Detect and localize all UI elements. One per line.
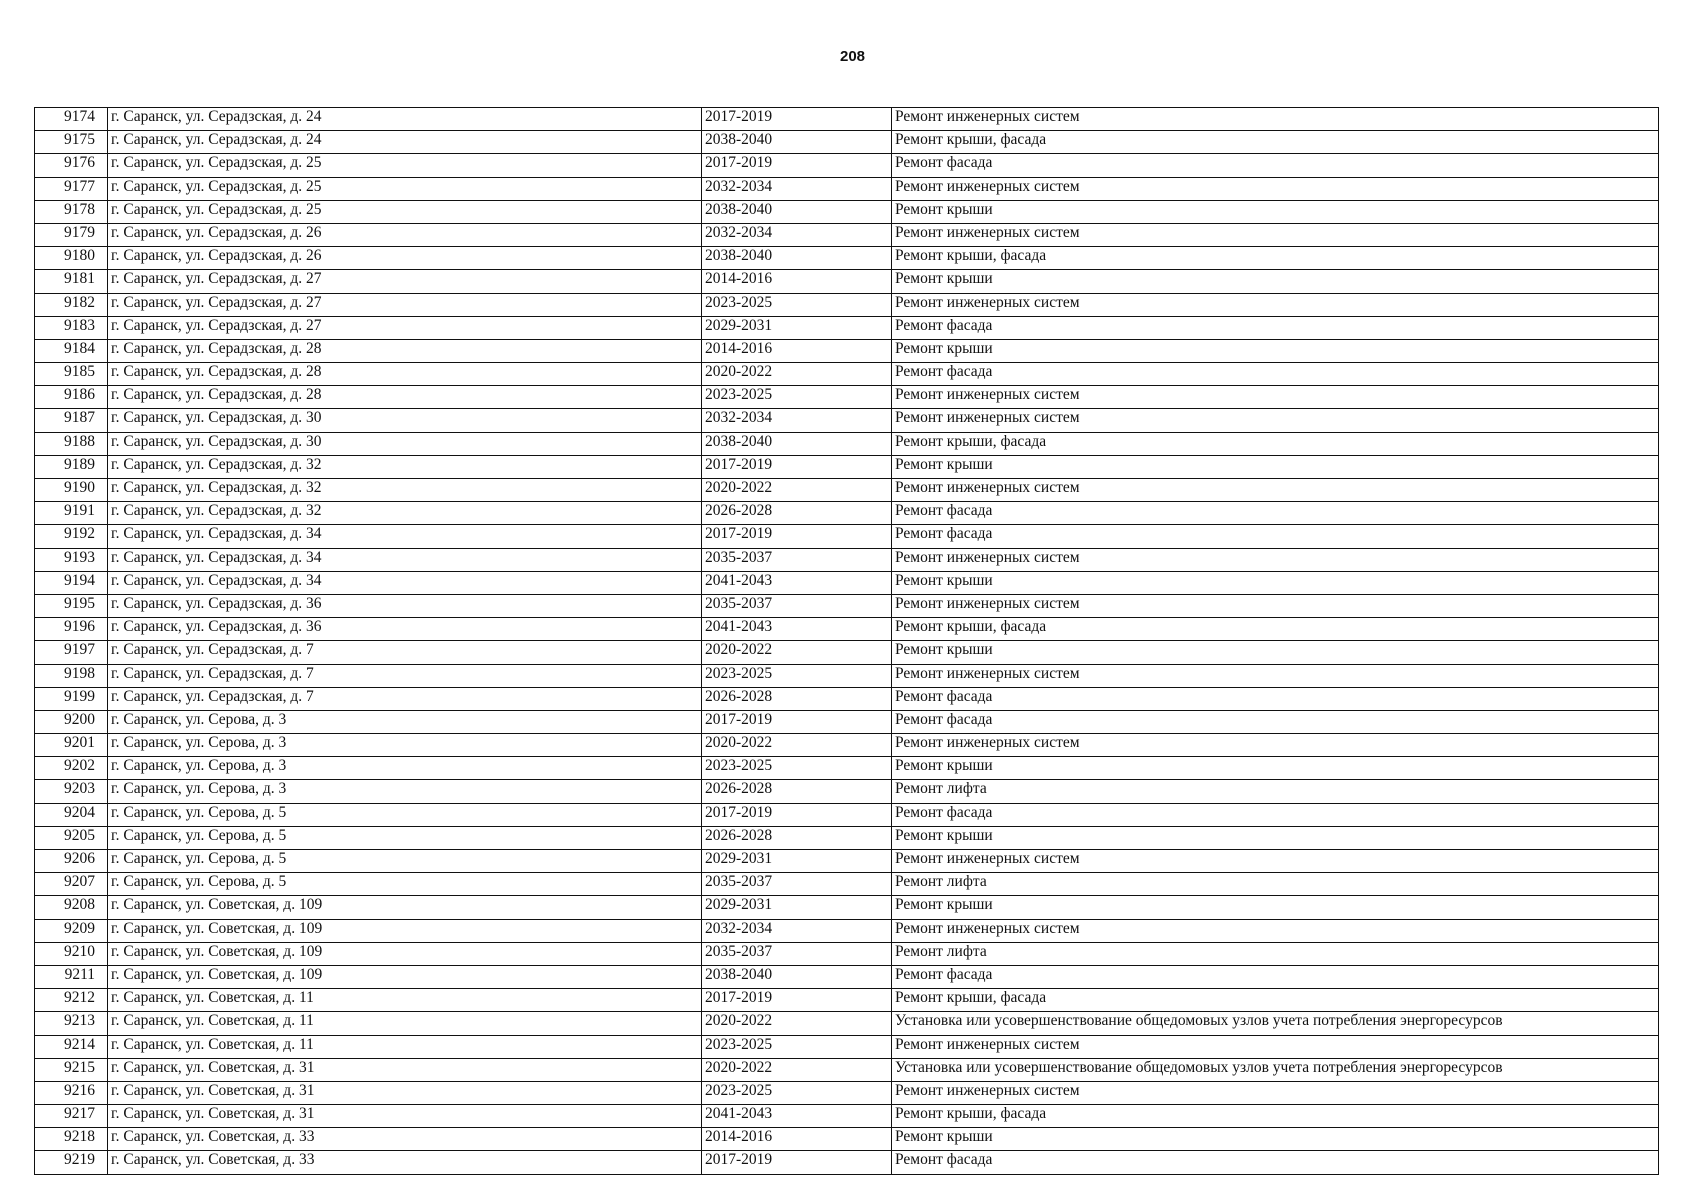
period-cell: 2029-2031: [702, 316, 892, 339]
period-cell: 2038-2040: [702, 965, 892, 988]
work-type-cell: Ремонт инженерных систем: [892, 734, 1659, 757]
address-cell: г. Саранск, ул. Серова, д. 5: [108, 873, 702, 896]
address-cell: г. Саранск, ул. Серадзская, д. 34: [108, 548, 702, 571]
period-cell: 2017-2019: [702, 455, 892, 478]
table-row: [35, 363, 1659, 386]
period-cell: 2035-2037: [702, 594, 892, 617]
work-type-cell: Ремонт инженерных систем: [892, 223, 1659, 246]
row-number-cell: 9183: [35, 316, 108, 339]
row-number-cell: 9203: [35, 780, 108, 803]
row-number-cell: 9187: [35, 409, 108, 432]
address-cell: г. Саранск, ул. Советская, д. 11: [108, 1012, 702, 1035]
period-cell: 2020-2022: [702, 1058, 892, 1081]
work-type-cell: Ремонт инженерных систем: [892, 293, 1659, 316]
address-cell: г. Саранск, ул. Серадзская, д. 26: [108, 247, 702, 270]
work-type-cell: Ремонт крыши, фасада: [892, 989, 1659, 1012]
row-number-cell: 9219: [35, 1151, 108, 1174]
work-type-cell: Ремонт фасада: [892, 965, 1659, 988]
table-row: [35, 942, 1659, 965]
address-cell: г. Саранск, ул. Серова, д. 5: [108, 826, 702, 849]
row-number-cell: 9197: [35, 641, 108, 664]
work-type-cell: Ремонт фасада: [892, 363, 1659, 386]
work-type-cell: Ремонт крыши: [892, 1128, 1659, 1151]
row-number-cell: 9198: [35, 664, 108, 687]
work-type-cell: Ремонт лифта: [892, 780, 1659, 803]
work-type-cell: Ремонт крыши: [892, 339, 1659, 362]
table-row: [35, 525, 1659, 548]
period-cell: 2032-2034: [702, 409, 892, 432]
table-row: [35, 594, 1659, 617]
period-cell: 2038-2040: [702, 432, 892, 455]
address-cell: г. Саранск, ул. Советская, д. 11: [108, 989, 702, 1012]
table-row: [35, 409, 1659, 432]
table-row: [35, 339, 1659, 362]
table-row: [35, 502, 1659, 525]
period-cell: 2023-2025: [702, 757, 892, 780]
period-cell: 2020-2022: [702, 641, 892, 664]
work-type-cell: Ремонт инженерных систем: [892, 1035, 1659, 1058]
address-cell: г. Саранск, ул. Серадзская, д. 25: [108, 200, 702, 223]
period-cell: 2038-2040: [702, 200, 892, 223]
table-row: [35, 780, 1659, 803]
period-cell: 2014-2016: [702, 1128, 892, 1151]
row-number-cell: 9174: [35, 108, 108, 131]
period-cell: 2035-2037: [702, 942, 892, 965]
row-number-cell: 9195: [35, 594, 108, 617]
row-number-cell: 9191: [35, 502, 108, 525]
period-cell: 2023-2025: [702, 293, 892, 316]
work-type-cell: Ремонт крыши: [892, 455, 1659, 478]
work-type-cell: Ремонт фасада: [892, 687, 1659, 710]
period-cell: 2014-2016: [702, 270, 892, 293]
address-cell: г. Саранск, ул. Серова, д. 5: [108, 803, 702, 826]
work-type-cell: Ремонт инженерных систем: [892, 409, 1659, 432]
row-number-cell: 9216: [35, 1081, 108, 1104]
work-type-cell: Ремонт крыши, фасада: [892, 131, 1659, 154]
table-row: [35, 873, 1659, 896]
page-number: 208: [839, 48, 866, 65]
work-type-cell: Ремонт крыши: [892, 571, 1659, 594]
work-type-cell: Ремонт инженерных систем: [892, 548, 1659, 571]
address-cell: г. Саранск, ул. Серадзская, д. 26: [108, 223, 702, 246]
period-cell: 2035-2037: [702, 873, 892, 896]
work-type-cell: Ремонт крыши, фасада: [892, 432, 1659, 455]
work-type-cell: Ремонт инженерных систем: [892, 919, 1659, 942]
table-row: [35, 687, 1659, 710]
table-row: [35, 1012, 1659, 1035]
work-type-cell: Ремонт инженерных систем: [892, 664, 1659, 687]
work-type-cell: Ремонт инженерных систем: [892, 108, 1659, 131]
table-row: [35, 154, 1659, 177]
table-row: [35, 247, 1659, 270]
table-row: [35, 989, 1659, 1012]
period-cell: 2020-2022: [702, 1012, 892, 1035]
work-type-cell: Ремонт крыши: [892, 757, 1659, 780]
period-cell: 2032-2034: [702, 223, 892, 246]
address-cell: г. Саранск, ул. Серадзская, д. 32: [108, 479, 702, 502]
table-row: [35, 896, 1659, 919]
row-number-cell: 9192: [35, 525, 108, 548]
work-type-cell: Ремонт инженерных систем: [892, 1081, 1659, 1104]
work-type-cell: Ремонт инженерных систем: [892, 594, 1659, 617]
row-number-cell: 9212: [35, 989, 108, 1012]
address-cell: г. Саранск, ул. Серадзская, д. 36: [108, 618, 702, 641]
period-cell: 2017-2019: [702, 1151, 892, 1174]
period-cell: 2023-2025: [702, 1081, 892, 1104]
address-cell: г. Саранск, ул. Серадзская, д. 30: [108, 432, 702, 455]
work-type-cell: Ремонт крыши, фасада: [892, 1105, 1659, 1128]
period-cell: 2041-2043: [702, 618, 892, 641]
table-row: [35, 1035, 1659, 1058]
address-cell: г. Саранск, ул. Серадзская, д. 32: [108, 455, 702, 478]
period-cell: 2035-2037: [702, 548, 892, 571]
address-cell: г. Саранск, ул. Серадзская, д. 27: [108, 293, 702, 316]
address-cell: г. Саранск, ул. Советская, д. 11: [108, 1035, 702, 1058]
row-number-cell: 9179: [35, 223, 108, 246]
row-number-cell: 9217: [35, 1105, 108, 1128]
table-row: [35, 1128, 1659, 1151]
address-cell: г. Саранск, ул. Серадзская, д. 25: [108, 177, 702, 200]
address-cell: г. Саранск, ул. Советская, д. 31: [108, 1081, 702, 1104]
table-row: [35, 270, 1659, 293]
row-number-cell: 9215: [35, 1058, 108, 1081]
table-row: [35, 386, 1659, 409]
address-cell: г. Саранск, ул. Советская, д. 31: [108, 1058, 702, 1081]
table-row: [35, 316, 1659, 339]
work-type-cell: Ремонт инженерных систем: [892, 850, 1659, 873]
work-type-cell: Ремонт крыши: [892, 896, 1659, 919]
period-cell: 2020-2022: [702, 363, 892, 386]
work-type-cell: Ремонт лифта: [892, 873, 1659, 896]
row-number-cell: 9210: [35, 942, 108, 965]
table-row: [35, 293, 1659, 316]
address-cell: г. Саранск, ул. Серадзская, д. 28: [108, 363, 702, 386]
row-number-cell: 9178: [35, 200, 108, 223]
table-row: [35, 571, 1659, 594]
table-row: [35, 432, 1659, 455]
period-cell: 2017-2019: [702, 525, 892, 548]
period-cell: 2029-2031: [702, 850, 892, 873]
work-type-cell: Ремонт фасада: [892, 525, 1659, 548]
work-type-cell: Ремонт крыши: [892, 270, 1659, 293]
row-number-cell: 9193: [35, 548, 108, 571]
address-cell: г. Саранск, ул. Серова, д. 5: [108, 850, 702, 873]
row-number-cell: 9209: [35, 919, 108, 942]
period-cell: 2023-2025: [702, 664, 892, 687]
row-number-cell: 9184: [35, 339, 108, 362]
period-cell: 2041-2043: [702, 571, 892, 594]
address-cell: г. Саранск, ул. Советская, д. 31: [108, 1105, 702, 1128]
table-row: [35, 1105, 1659, 1128]
work-type-cell: Ремонт фасада: [892, 316, 1659, 339]
work-type-cell: Ремонт крыши: [892, 826, 1659, 849]
work-type-cell: Установка или усовершенствование общедомовых узлов учета потребления энергоресурсов: [892, 1058, 1659, 1081]
address-cell: г. Саранск, ул. Серадзская, д. 7: [108, 687, 702, 710]
address-cell: г. Саранск, ул. Серадзская, д. 28: [108, 386, 702, 409]
work-type-cell: Ремонт крыши: [892, 200, 1659, 223]
row-number-cell: 9188: [35, 432, 108, 455]
address-cell: г. Саранск, ул. Советская, д. 109: [108, 919, 702, 942]
period-cell: 2038-2040: [702, 131, 892, 154]
address-cell: г. Саранск, ул. Советская, д. 33: [108, 1128, 702, 1151]
row-number-cell: 9201: [35, 734, 108, 757]
row-number-cell: 9206: [35, 850, 108, 873]
table-row: [35, 455, 1659, 478]
table-row: [35, 548, 1659, 571]
table-row: [35, 965, 1659, 988]
address-cell: г. Саранск, ул. Серова, д. 3: [108, 734, 702, 757]
address-cell: г. Саранск, ул. Серадзская, д. 28: [108, 339, 702, 362]
repair-schedule-table: [34, 107, 1659, 1175]
table-row: [35, 757, 1659, 780]
work-type-cell: Ремонт фасада: [892, 502, 1659, 525]
work-type-cell: Ремонт фасада: [892, 1151, 1659, 1174]
row-number-cell: 9196: [35, 618, 108, 641]
work-type-cell: Ремонт фасада: [892, 154, 1659, 177]
row-number-cell: 9176: [35, 154, 108, 177]
work-type-cell: Установка или усовершенствование общедомовых узлов учета потребления энергоресурсов: [892, 1012, 1659, 1035]
period-cell: 2041-2043: [702, 1105, 892, 1128]
address-cell: г. Саранск, ул. Серова, д. 3: [108, 710, 702, 733]
table-row: [35, 131, 1659, 154]
work-type-cell: Ремонт инженерных систем: [892, 386, 1659, 409]
row-number-cell: 9211: [35, 965, 108, 988]
address-cell: г. Саранск, ул. Серадзская, д. 34: [108, 525, 702, 548]
table-row: [35, 1151, 1659, 1174]
work-type-cell: Ремонт инженерных систем: [892, 177, 1659, 200]
period-cell: 2023-2025: [702, 386, 892, 409]
row-number-cell: 9185: [35, 363, 108, 386]
row-number-cell: 9182: [35, 293, 108, 316]
period-cell: 2026-2028: [702, 780, 892, 803]
row-number-cell: 9199: [35, 687, 108, 710]
row-number-cell: 9181: [35, 270, 108, 293]
period-cell: 2020-2022: [702, 479, 892, 502]
row-number-cell: 9202: [35, 757, 108, 780]
address-cell: г. Саранск, ул. Серадзская, д. 32: [108, 502, 702, 525]
table-row: [35, 850, 1659, 873]
row-number-cell: 9189: [35, 455, 108, 478]
row-number-cell: 9190: [35, 479, 108, 502]
address-cell: г. Саранск, ул. Серова, д. 3: [108, 780, 702, 803]
table-row: [35, 919, 1659, 942]
address-cell: г. Саранск, ул. Серадзская, д. 30: [108, 409, 702, 432]
table-row: [35, 223, 1659, 246]
repair-schedule-table-wrap: [34, 107, 1658, 1175]
address-cell: г. Саранск, ул. Серадзская, д. 25: [108, 154, 702, 177]
period-cell: 2026-2028: [702, 826, 892, 849]
period-cell: 2020-2022: [702, 734, 892, 757]
address-cell: г. Саранск, ул. Серадзская, д. 24: [108, 131, 702, 154]
period-cell: 2038-2040: [702, 247, 892, 270]
period-cell: 2017-2019: [702, 154, 892, 177]
period-cell: 2026-2028: [702, 502, 892, 525]
period-cell: 2017-2019: [702, 710, 892, 733]
table-row: [35, 177, 1659, 200]
work-type-cell: Ремонт лифта: [892, 942, 1659, 965]
address-cell: г. Саранск, ул. Серадзская, д. 36: [108, 594, 702, 617]
table-row: [35, 108, 1659, 131]
address-cell: г. Саранск, ул. Советская, д. 109: [108, 942, 702, 965]
work-type-cell: Ремонт фасада: [892, 803, 1659, 826]
row-number-cell: 9186: [35, 386, 108, 409]
row-number-cell: 9205: [35, 826, 108, 849]
row-number-cell: 9180: [35, 247, 108, 270]
table-row: [35, 618, 1659, 641]
row-number-cell: 9208: [35, 896, 108, 919]
work-type-cell: Ремонт крыши, фасада: [892, 618, 1659, 641]
address-cell: г. Саранск, ул. Серадзская, д. 34: [108, 571, 702, 594]
table-row: [35, 826, 1659, 849]
period-cell: 2032-2034: [702, 177, 892, 200]
work-type-cell: Ремонт инженерных систем: [892, 479, 1659, 502]
table-row: [35, 200, 1659, 223]
work-type-cell: Ремонт фасада: [892, 710, 1659, 733]
row-number-cell: 9213: [35, 1012, 108, 1035]
period-cell: 2023-2025: [702, 1035, 892, 1058]
table-row: [35, 479, 1659, 502]
period-cell: 2017-2019: [702, 108, 892, 131]
row-number-cell: 9177: [35, 177, 108, 200]
period-cell: 2017-2019: [702, 803, 892, 826]
table-row: [35, 1058, 1659, 1081]
table-row: [35, 1081, 1659, 1104]
period-cell: 2026-2028: [702, 687, 892, 710]
work-type-cell: Ремонт крыши: [892, 641, 1659, 664]
row-number-cell: 9194: [35, 571, 108, 594]
table-body: [35, 108, 1659, 1175]
address-cell: г. Саранск, ул. Советская, д. 109: [108, 965, 702, 988]
address-cell: г. Саранск, ул. Серадзская, д. 7: [108, 664, 702, 687]
table-row: [35, 734, 1659, 757]
work-type-cell: Ремонт крыши, фасада: [892, 247, 1659, 270]
address-cell: г. Саранск, ул. Серадзская, д. 27: [108, 316, 702, 339]
period-cell: 2029-2031: [702, 896, 892, 919]
address-cell: г. Саранск, ул. Серова, д. 3: [108, 757, 702, 780]
period-cell: 2032-2034: [702, 919, 892, 942]
row-number-cell: 9207: [35, 873, 108, 896]
row-number-cell: 9175: [35, 131, 108, 154]
address-cell: г. Саранск, ул. Серадзская, д. 27: [108, 270, 702, 293]
table-row: [35, 803, 1659, 826]
address-cell: г. Саранск, ул. Серадзская, д. 24: [108, 108, 702, 131]
table-row: [35, 710, 1659, 733]
row-number-cell: 9214: [35, 1035, 108, 1058]
table-row: [35, 641, 1659, 664]
address-cell: г. Саранск, ул. Серадзская, д. 7: [108, 641, 702, 664]
row-number-cell: 9218: [35, 1128, 108, 1151]
address-cell: г. Саранск, ул. Советская, д. 109: [108, 896, 702, 919]
address-cell: г. Саранск, ул. Советская, д. 33: [108, 1151, 702, 1174]
row-number-cell: 9200: [35, 710, 108, 733]
period-cell: 2014-2016: [702, 339, 892, 362]
row-number-cell: 9204: [35, 803, 108, 826]
period-cell: 2017-2019: [702, 989, 892, 1012]
table-row: [35, 664, 1659, 687]
